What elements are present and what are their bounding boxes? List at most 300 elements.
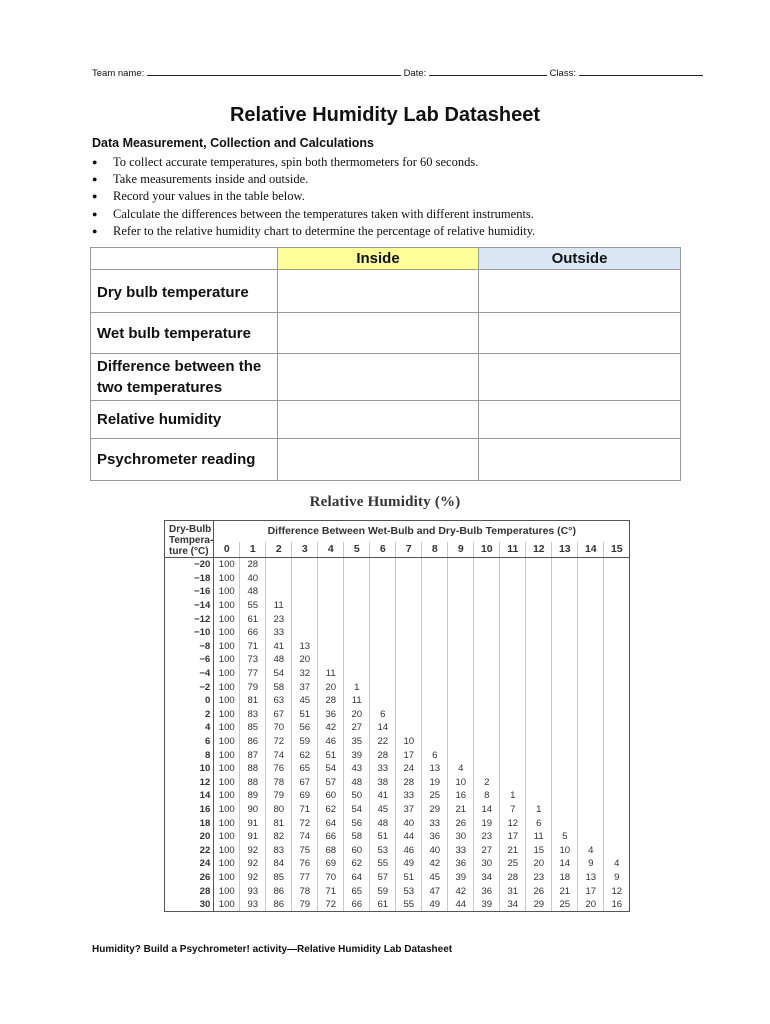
dry-bulb-value: 8 xyxy=(165,748,214,762)
rh-chart-row xyxy=(165,626,630,640)
humidity-value: 80 xyxy=(266,803,292,817)
humidity-value xyxy=(318,612,344,626)
rh-chart-row xyxy=(165,680,630,694)
humidity-value xyxy=(500,721,526,735)
humidity-value xyxy=(604,626,630,640)
humidity-value: 74 xyxy=(266,748,292,762)
humidity-value: 40 xyxy=(422,843,448,857)
humidity-value: 13 xyxy=(292,640,318,654)
humidity-value: 21 xyxy=(552,884,578,898)
humidity-value xyxy=(552,667,578,681)
humidity-value: 46 xyxy=(396,843,422,857)
humidity-value: 4 xyxy=(604,857,630,871)
humidity-value xyxy=(266,558,292,572)
humidity-value: 30 xyxy=(448,830,474,844)
outside-cell[interactable] xyxy=(479,270,681,313)
humidity-value: 53 xyxy=(396,884,422,898)
humidity-value xyxy=(604,776,630,790)
humidity-value xyxy=(422,640,448,654)
humidity-value: 47 xyxy=(422,884,448,898)
dry-bulb-value: 30 xyxy=(165,898,214,912)
humidity-value xyxy=(552,640,578,654)
humidity-value: 100 xyxy=(214,694,240,708)
inside-cell[interactable] xyxy=(278,354,479,401)
class-field[interactable] xyxy=(579,66,703,76)
rh-chart-row xyxy=(165,653,630,667)
humidity-value: 16 xyxy=(604,898,630,912)
humidity-value: 86 xyxy=(240,735,266,749)
humidity-value: 65 xyxy=(344,884,370,898)
humidity-value: 11 xyxy=(526,830,552,844)
humidity-value xyxy=(344,667,370,681)
instruction-item xyxy=(92,188,535,205)
humidity-value xyxy=(448,599,474,613)
humidity-value xyxy=(604,843,630,857)
humidity-value: 39 xyxy=(448,871,474,885)
humidity-value xyxy=(500,640,526,654)
humidity-value xyxy=(500,612,526,626)
humidity-value: 100 xyxy=(214,680,240,694)
humidity-value: 36 xyxy=(318,708,344,722)
inside-cell[interactable] xyxy=(278,313,479,354)
dry-bulb-value: −14 xyxy=(165,599,214,613)
dry-bulb-value: 6 xyxy=(165,735,214,749)
humidity-value: 83 xyxy=(240,708,266,722)
humidity-value: 9 xyxy=(604,871,630,885)
humidity-value: 65 xyxy=(292,762,318,776)
humidity-value xyxy=(422,721,448,735)
humidity-value xyxy=(474,599,500,613)
humidity-value: 10 xyxy=(396,735,422,749)
humidity-value xyxy=(552,776,578,790)
rh-chart-row xyxy=(165,884,630,898)
humidity-value xyxy=(526,612,552,626)
humidity-value xyxy=(500,572,526,586)
humidity-value: 27 xyxy=(344,721,370,735)
humidity-value: 76 xyxy=(292,857,318,871)
dry-bulb-value: 0 xyxy=(165,694,214,708)
humidity-value: 46 xyxy=(318,735,344,749)
humidity-value: 57 xyxy=(318,776,344,790)
column-header-outside: Outside xyxy=(479,248,681,270)
humidity-value xyxy=(474,694,500,708)
humidity-value: 33 xyxy=(422,816,448,830)
humidity-value xyxy=(578,585,604,599)
difference-column-header: 0 xyxy=(214,542,240,558)
humidity-value xyxy=(526,667,552,681)
humidity-value xyxy=(526,694,552,708)
humidity-value xyxy=(370,599,396,613)
humidity-value: 79 xyxy=(240,680,266,694)
humidity-value xyxy=(396,626,422,640)
humidity-value xyxy=(604,585,630,599)
humidity-value: 27 xyxy=(474,843,500,857)
humidity-value xyxy=(526,776,552,790)
humidity-value: 11 xyxy=(344,694,370,708)
humidity-value: 23 xyxy=(266,612,292,626)
humidity-value: 78 xyxy=(266,776,292,790)
humidity-value xyxy=(604,830,630,844)
row-label: Dry bulb temperature xyxy=(91,270,278,313)
rh-chart-row xyxy=(165,857,630,871)
dry-bulb-value: −8 xyxy=(165,640,214,654)
inside-cell[interactable] xyxy=(278,439,479,481)
humidity-value xyxy=(422,667,448,681)
humidity-value xyxy=(344,599,370,613)
row-label: Relative humidity xyxy=(91,401,278,439)
humidity-value xyxy=(422,626,448,640)
difference-column-header: 10 xyxy=(474,542,500,558)
humidity-value: 44 xyxy=(396,830,422,844)
rh-chart-table xyxy=(164,520,630,912)
humidity-value: 23 xyxy=(526,871,552,885)
humidity-value: 11 xyxy=(318,667,344,681)
humidity-value: 25 xyxy=(500,857,526,871)
humidity-value: 21 xyxy=(448,803,474,817)
difference-column-header: 12 xyxy=(526,542,552,558)
difference-column-header: 8 xyxy=(422,542,448,558)
humidity-value xyxy=(500,558,526,572)
humidity-value: 70 xyxy=(266,721,292,735)
humidity-value: 15 xyxy=(526,843,552,857)
humidity-value xyxy=(396,708,422,722)
humidity-value: 33 xyxy=(396,789,422,803)
humidity-value xyxy=(552,762,578,776)
humidity-value: 100 xyxy=(214,803,240,817)
bullet-icon: ● xyxy=(92,174,98,185)
humidity-value xyxy=(526,680,552,694)
humidity-value: 48 xyxy=(370,816,396,830)
humidity-value xyxy=(604,748,630,762)
humidity-value xyxy=(526,626,552,640)
rh-chart-row xyxy=(165,830,630,844)
humidity-value xyxy=(344,585,370,599)
humidity-value xyxy=(552,803,578,817)
rh-chart-row xyxy=(165,871,630,885)
humidity-value: 29 xyxy=(422,803,448,817)
humidity-value xyxy=(448,748,474,762)
humidity-value xyxy=(578,694,604,708)
rh-chart-row xyxy=(165,789,630,803)
humidity-value xyxy=(604,572,630,586)
humidity-value: 1 xyxy=(526,803,552,817)
bullet-icon: ● xyxy=(92,191,98,202)
humidity-value: 33 xyxy=(370,762,396,776)
instruction-item xyxy=(92,206,535,223)
humidity-value: 5 xyxy=(552,830,578,844)
humidity-value xyxy=(422,694,448,708)
inside-cell[interactable] xyxy=(278,401,479,439)
humidity-value xyxy=(396,558,422,572)
humidity-value xyxy=(318,585,344,599)
difference-column-header: 11 xyxy=(500,542,526,558)
humidity-value xyxy=(604,762,630,776)
humidity-value: 79 xyxy=(292,898,318,912)
humidity-value xyxy=(500,748,526,762)
bullet-icon: ● xyxy=(92,208,98,219)
humidity-value: 51 xyxy=(396,871,422,885)
outside-cell[interactable] xyxy=(479,401,681,439)
dry-bulb-value: −20 xyxy=(165,558,214,572)
humidity-value: 84 xyxy=(266,857,292,871)
table-row xyxy=(91,439,681,481)
humidity-value: 34 xyxy=(474,871,500,885)
table-row xyxy=(91,313,681,354)
humidity-value: 88 xyxy=(240,762,266,776)
humidity-value xyxy=(370,694,396,708)
humidity-value xyxy=(578,762,604,776)
humidity-value xyxy=(344,572,370,586)
humidity-value xyxy=(500,708,526,722)
humidity-value: 61 xyxy=(240,612,266,626)
humidity-value: 100 xyxy=(214,884,240,898)
humidity-value xyxy=(500,776,526,790)
humidity-value xyxy=(448,735,474,749)
humidity-value: 64 xyxy=(344,871,370,885)
humidity-value: 51 xyxy=(292,708,318,722)
humidity-value xyxy=(578,653,604,667)
humidity-value xyxy=(344,626,370,640)
rh-chart-row xyxy=(165,762,630,776)
humidity-value: 61 xyxy=(370,898,396,912)
humidity-value xyxy=(448,640,474,654)
humidity-value: 93 xyxy=(240,898,266,912)
humidity-value xyxy=(578,708,604,722)
humidity-value: 75 xyxy=(292,843,318,857)
humidity-value: 8 xyxy=(474,789,500,803)
humidity-value: 26 xyxy=(526,884,552,898)
humidity-value xyxy=(604,558,630,572)
instructions-list xyxy=(92,154,535,240)
humidity-value: 33 xyxy=(448,843,474,857)
humidity-value xyxy=(370,558,396,572)
outside-cell[interactable] xyxy=(479,439,681,481)
humidity-value: 38 xyxy=(370,776,396,790)
humidity-value: 66 xyxy=(344,898,370,912)
outside-cell[interactable] xyxy=(479,354,681,401)
outside-cell[interactable] xyxy=(479,313,681,354)
humidity-value: 91 xyxy=(240,830,266,844)
humidity-value: 55 xyxy=(370,857,396,871)
humidity-value: 45 xyxy=(422,871,448,885)
humidity-value: 74 xyxy=(292,830,318,844)
humidity-value: 100 xyxy=(214,612,240,626)
humidity-value: 14 xyxy=(474,803,500,817)
difference-column-header: 5 xyxy=(344,542,370,558)
instruction-item xyxy=(92,171,535,188)
difference-column-header: 3 xyxy=(292,542,318,558)
humidity-value xyxy=(370,653,396,667)
humidity-value: 36 xyxy=(474,884,500,898)
humidity-value: 23 xyxy=(474,830,500,844)
humidity-value: 39 xyxy=(474,898,500,912)
instruction-text: To collect accurate temperatures, spin both thermometers for 60 seconds. xyxy=(113,155,479,169)
humidity-value xyxy=(422,708,448,722)
humidity-value xyxy=(552,748,578,762)
humidity-value xyxy=(448,572,474,586)
rh-chart-row xyxy=(165,612,630,626)
humidity-value xyxy=(604,803,630,817)
humidity-value: 32 xyxy=(292,667,318,681)
dry-bulb-value: 14 xyxy=(165,789,214,803)
humidity-value xyxy=(448,721,474,735)
humidity-value: 62 xyxy=(292,748,318,762)
team-name-field[interactable] xyxy=(147,66,401,76)
dry-bulb-value: 26 xyxy=(165,871,214,885)
humidity-value xyxy=(578,680,604,694)
humidity-value xyxy=(370,626,396,640)
dry-bulb-value: 18 xyxy=(165,816,214,830)
humidity-value xyxy=(292,572,318,586)
humidity-value xyxy=(396,721,422,735)
humidity-value xyxy=(474,653,500,667)
difference-column-header: 9 xyxy=(448,542,474,558)
humidity-value: 86 xyxy=(266,884,292,898)
humidity-value xyxy=(318,558,344,572)
humidity-value xyxy=(552,708,578,722)
humidity-value xyxy=(578,776,604,790)
humidity-value: 44 xyxy=(448,898,474,912)
humidity-value xyxy=(578,612,604,626)
inside-cell[interactable] xyxy=(278,270,479,313)
humidity-value xyxy=(474,612,500,626)
humidity-value xyxy=(422,585,448,599)
humidity-value: 78 xyxy=(292,884,318,898)
humidity-value: 35 xyxy=(344,735,370,749)
humidity-value xyxy=(448,612,474,626)
humidity-value: 100 xyxy=(214,816,240,830)
dry-bulb-value: 12 xyxy=(165,776,214,790)
humidity-value: 20 xyxy=(526,857,552,871)
difference-column-header: 2 xyxy=(266,542,292,558)
difference-column-header: 1 xyxy=(240,542,266,558)
humidity-value: 93 xyxy=(240,884,266,898)
humidity-value xyxy=(578,789,604,803)
humidity-value xyxy=(370,640,396,654)
difference-column-header: 15 xyxy=(604,542,630,558)
humidity-value xyxy=(552,572,578,586)
humidity-value xyxy=(422,612,448,626)
humidity-value xyxy=(266,585,292,599)
humidity-value: 100 xyxy=(214,653,240,667)
humidity-value: 48 xyxy=(344,776,370,790)
humidity-value: 9 xyxy=(578,857,604,871)
header-line xyxy=(92,66,682,79)
humidity-value: 41 xyxy=(370,789,396,803)
humidity-value: 4 xyxy=(448,762,474,776)
humidity-value: 20 xyxy=(292,653,318,667)
humidity-value: 51 xyxy=(318,748,344,762)
humidity-value: 66 xyxy=(240,626,266,640)
difference-column-header: 4 xyxy=(318,542,344,558)
humidity-value: 92 xyxy=(240,871,266,885)
humidity-value: 100 xyxy=(214,585,240,599)
difference-column-header: 13 xyxy=(552,542,578,558)
footer-caption: Humidity? Build a Psychrometer! activity—Relative Humidity Lab Datasheet xyxy=(92,944,453,955)
humidity-value xyxy=(396,572,422,586)
humidity-value: 17 xyxy=(578,884,604,898)
humidity-value xyxy=(318,640,344,654)
humidity-value xyxy=(578,626,604,640)
humidity-value: 28 xyxy=(370,748,396,762)
humidity-value xyxy=(448,680,474,694)
rh-chart-row xyxy=(165,708,630,722)
dry-bulb-value: 10 xyxy=(165,762,214,776)
humidity-value xyxy=(526,572,552,586)
humidity-value: 76 xyxy=(266,762,292,776)
humidity-value: 54 xyxy=(318,762,344,776)
humidity-value: 100 xyxy=(214,572,240,586)
humidity-value xyxy=(526,748,552,762)
dry-bulb-value: −6 xyxy=(165,653,214,667)
humidity-value xyxy=(526,789,552,803)
humidity-value: 68 xyxy=(318,843,344,857)
dry-bulb-value: 2 xyxy=(165,708,214,722)
humidity-value: 67 xyxy=(266,708,292,722)
humidity-value: 100 xyxy=(214,776,240,790)
humidity-value: 49 xyxy=(396,857,422,871)
humidity-value xyxy=(396,640,422,654)
humidity-value: 40 xyxy=(240,572,266,586)
class-label: Class: xyxy=(549,68,576,79)
date-field[interactable] xyxy=(429,66,547,76)
humidity-value: 21 xyxy=(500,843,526,857)
table-row xyxy=(91,401,681,439)
humidity-value xyxy=(474,667,500,681)
humidity-value xyxy=(474,748,500,762)
humidity-value: 92 xyxy=(240,857,266,871)
humidity-value: 14 xyxy=(552,857,578,871)
humidity-value xyxy=(396,612,422,626)
humidity-value xyxy=(552,694,578,708)
humidity-value xyxy=(266,572,292,586)
humidity-value xyxy=(578,572,604,586)
humidity-value: 26 xyxy=(448,816,474,830)
humidity-value xyxy=(526,762,552,776)
dry-bulb-value: 16 xyxy=(165,803,214,817)
humidity-value: 43 xyxy=(344,762,370,776)
humidity-value: 85 xyxy=(240,721,266,735)
rh-chart-row xyxy=(165,816,630,830)
humidity-value xyxy=(318,599,344,613)
humidity-value: 62 xyxy=(318,803,344,817)
humidity-value xyxy=(604,599,630,613)
rh-chart xyxy=(164,520,630,912)
humidity-value: 18 xyxy=(552,871,578,885)
humidity-value: 54 xyxy=(266,667,292,681)
humidity-value: 72 xyxy=(266,735,292,749)
humidity-value: 20 xyxy=(318,680,344,694)
humidity-value xyxy=(344,640,370,654)
humidity-value: 6 xyxy=(370,708,396,722)
rh-chart-row xyxy=(165,572,630,586)
humidity-value: 20 xyxy=(344,708,370,722)
humidity-value xyxy=(552,585,578,599)
humidity-value: 20 xyxy=(578,898,604,912)
humidity-value xyxy=(578,830,604,844)
humidity-value xyxy=(526,599,552,613)
humidity-value: 71 xyxy=(240,640,266,654)
humidity-value: 56 xyxy=(292,721,318,735)
rh-chart-header-row xyxy=(165,521,630,543)
humidity-value: 79 xyxy=(266,789,292,803)
humidity-value: 100 xyxy=(214,857,240,871)
humidity-value: 60 xyxy=(344,843,370,857)
humidity-value: 28 xyxy=(240,558,266,572)
humidity-value: 1 xyxy=(500,789,526,803)
humidity-value: 100 xyxy=(214,843,240,857)
humidity-value xyxy=(396,667,422,681)
